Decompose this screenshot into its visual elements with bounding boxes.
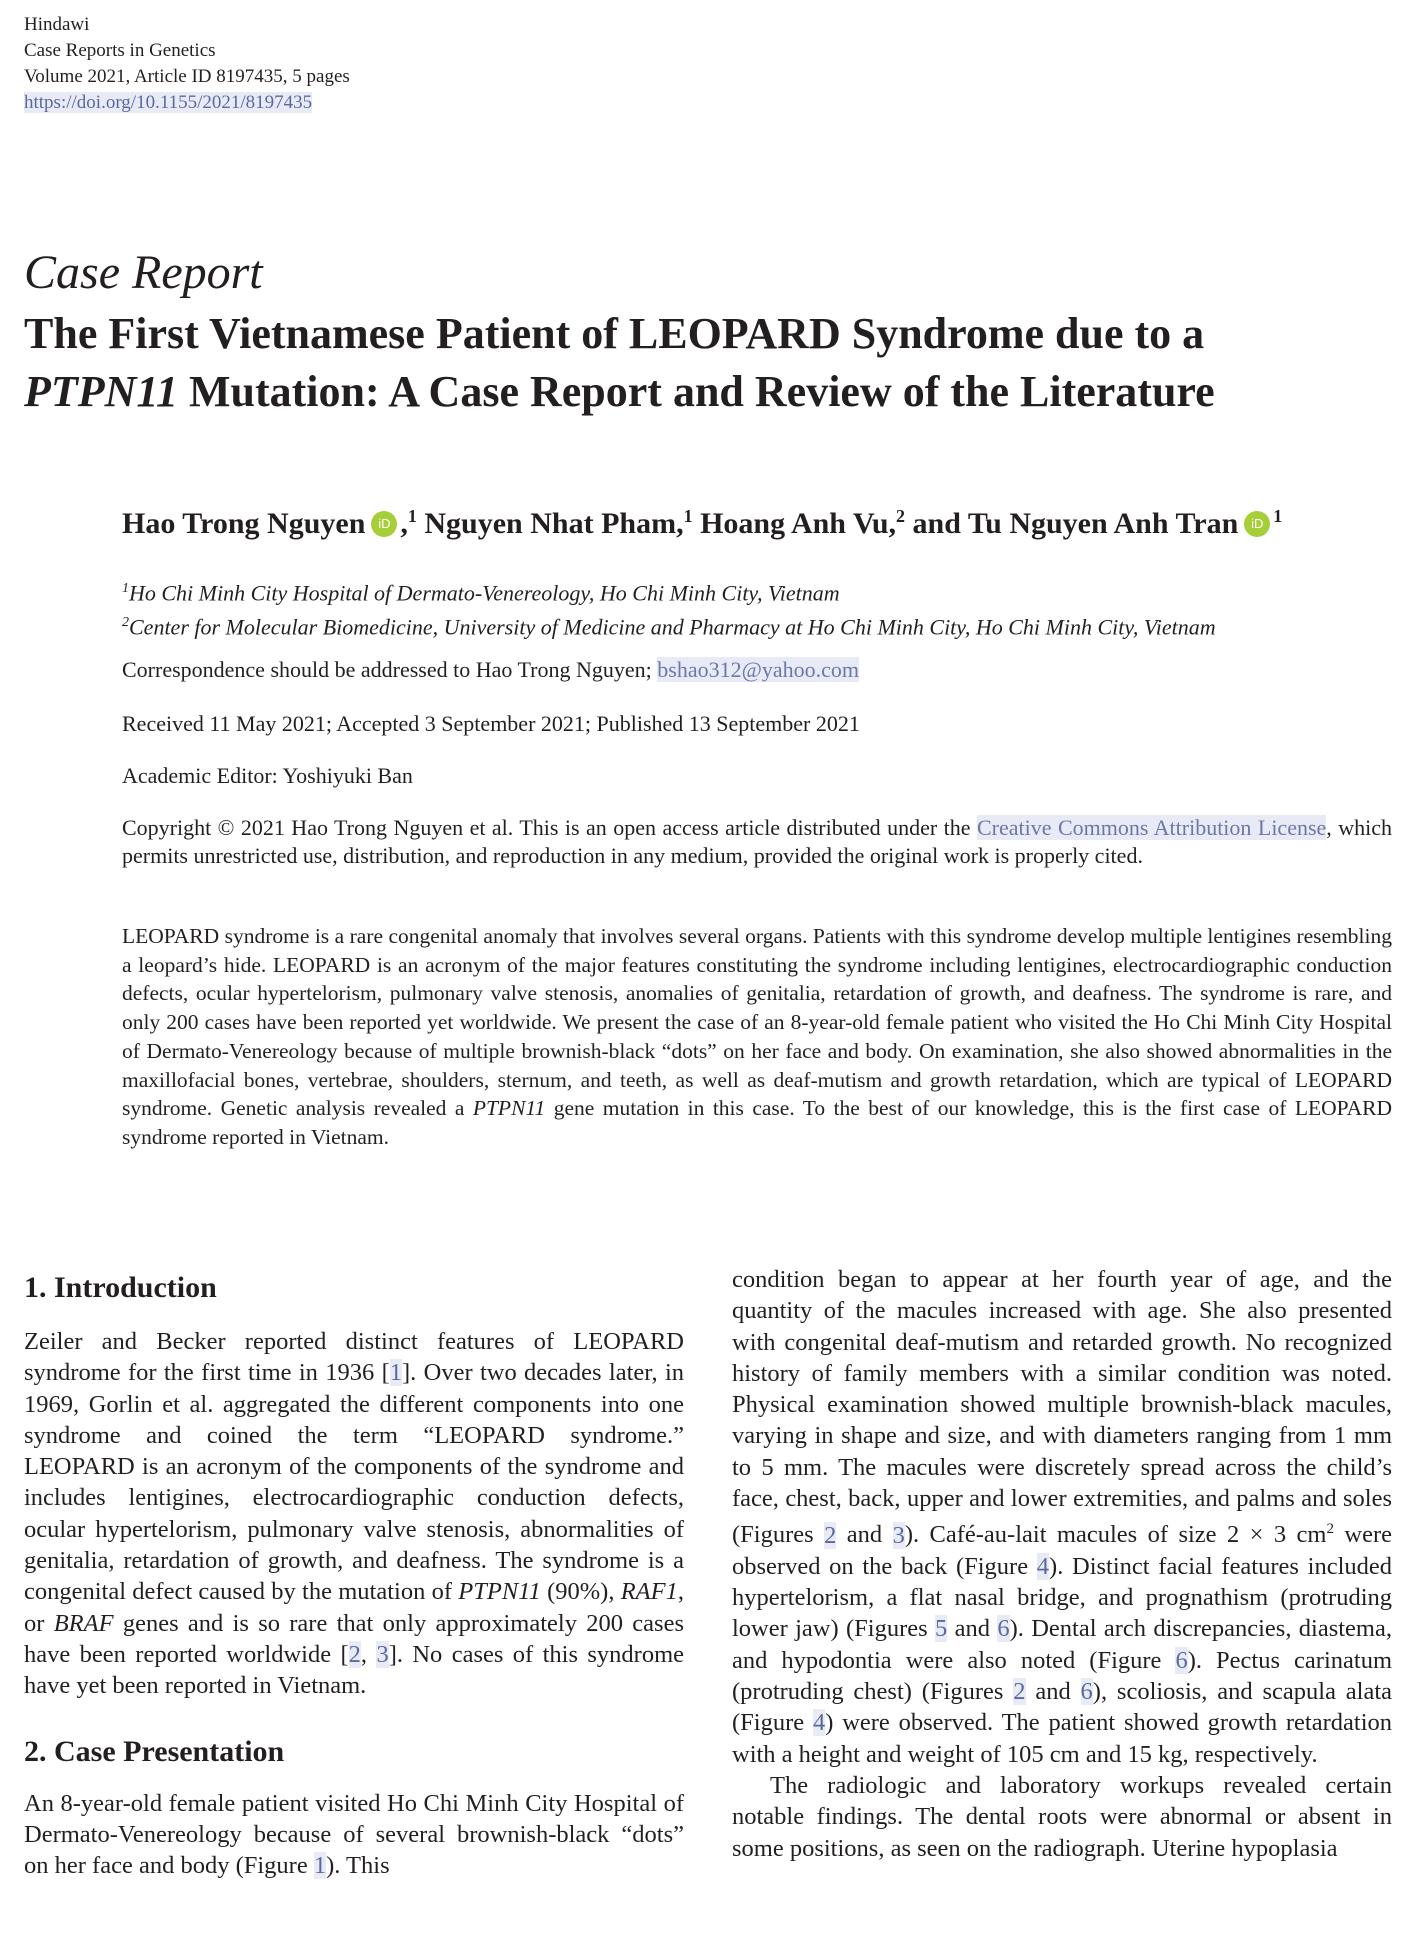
article-title [24,305,1404,421]
orcid-icon[interactable]: iD [371,511,397,537]
title-line-2: Mutation: A Case Report and Review of the Literature [177,367,1215,416]
left-column [24,1270,684,1881]
author-name[interactable]: and Tu Nguyen Anh Tran [912,507,1239,540]
figure-link[interactable]: 2 [1013,1678,1026,1706]
doi-link[interactable]: https://doi.org/10.1155/2021/8197435 [24,92,313,113]
correspondence-text: Correspondence should be addressed to Hao Trong Nguyen; [122,657,658,682]
figure-link[interactable]: 6 [1175,1646,1188,1674]
figure-link[interactable]: 6 [997,1615,1010,1643]
abstract-text: LEOPARD syndrome is a rare congenital anomaly that involves several organs. Patients with this syndrome develop multiple lentigines resembling a leopard’s hide. LEOPARD is an acronym of the major features constituting the syndrome including lentigines, electrocardiographic conduction defects, ocular hypertelorism, pulmonary valve stenosis, anomalies of genitalia, retardation of growth, and deafness. The syndrome is rare, and only 200 cases have been reported yet worldwide. We present the case of an 8-year-old female patient who visited the Ho Chi Minh City Hospital of Dermato-Venereology because of multiple brownish-black “dots” on her face and body. On examination, she also showed abnormalities in the maxillofacial bones, vertebrae, shoulders, sternum, and teeth, as well as deaf-mutism and growth retardation, which are typical of LEOPARD syndrome. Genetic analysis revealed a [122,924,1392,1121]
author-list [122,506,1282,541]
right-column [732,1264,1392,1864]
title-gene: PTPN11 [24,367,178,416]
introduction-paragraph: Zeiler and Becker reported distinct features of LEOPARD syndrome for the first time in 1936 [1]. Over two decades later, in 1969, Gorlin et al. aggregated the different components into one syndrome and coined the term “LEOPARD syndrome.” LEOPARD is an acronym of the components of the syndrome and includes lentigines, electrocardiographic conduction defects, ocular hypertelorism, pulmonary valve stenosis, abnormalities of genitalia, retardation of growth, and deafness. The syndrome is a congenital defect caused by the mutation of PTPN11 (90%), RAF1, or BRAF genes and is so rare that only approximately 200 cases have been reported worldwide [2, 3]. No cases of this syndrome have yet been reported in Vietnam. [24,1328,685,1700]
license-link[interactable]: Creative Commons Attribution License [976,815,1327,840]
citation-link[interactable]: 2 [348,1640,361,1668]
correspondence [122,656,1392,684]
author-name[interactable]: Hoang Anh Vu, [700,507,897,540]
email-link[interactable]: bshao312@yahoo.com [657,657,859,682]
abstract [122,922,1392,1152]
citation-link[interactable]: 3 [376,1640,389,1668]
radiology-paragraph: The radiologic and laboratory workups revealed certain notable findings. The dental roots were abnormal or absent in some positions, as seen on the radiograph. Uterine hypoplasia [732,1771,1392,1862]
journal-header [24,12,350,116]
author-name[interactable]: Hao Trong Nguyen [122,507,366,540]
affiliations [122,574,1216,643]
figure-link[interactable]: 4 [1036,1552,1050,1580]
copyright-text: Copyright © 2021 Hao Trong Nguyen et al. This is an open access article distributed under the [122,815,977,840]
author-affil-sup: 1 [1273,506,1283,526]
orcid-icon[interactable]: iD [1244,511,1270,537]
volume-info: Volume 2021, Article ID 8197435, 5 pages [24,66,350,87]
superscript: 2 [1326,1521,1334,1538]
figure-link[interactable]: 6 [1080,1678,1093,1706]
affiliation-text: Ho Chi Minh City Hospital of Dermato-Venereology, Ho Chi Minh City, Vietnam [129,580,840,606]
author-affil-sup: 1 [683,506,693,526]
affiliation-sup: 1 [122,581,129,596]
affiliation-item [122,608,1216,642]
case-paragraph-continued: condition began to appear at her fourth year of age, and the quantity of the macules increased with age. She also presented with congenital deaf-mutism and retarded growth. No recognized history of family members with a similar condition was noted. Physical examination showed multiple brownish-black macules, varying in shape and size, and with diameters ranging from 1 mm to 5 mm. The macules were discretely spread across the child’s face, chest, back, upper and lower extremities, and palms and soles (Figures 2 and 3). Café-au-lait macules of size 2 × 3 $cm^2$ were observed on the back (Figure 4). Distinct facial features included hypertelorism, a flat nasal bridge, and prognathism (protruding lower jaw) (Figures 5 and 6). Dental arch discrepancies, diastema, and hypodontia were also noted (Figure 6). Pectus carinatum (protruding chest) (Figures 2 and 6), scoliosis, and scapula alata (Figure 4) were observed. The patient showed growth retardation with a height and weight of 105 cm and 15 kg, respectively. [732,1266,1393,1768]
article-type: Case Report [24,246,263,299]
author-affil-sup: 1 [407,506,417,526]
case-paragraph: An 8-year-old female patient visited Ho Chi Minh City Hospital of Dermato-Venereology because of several brownish-black “dots” on her face and body (Figure 1). This [24,1789,684,1880]
section-heading-introduction: 1. Introduction [24,1271,217,1304]
gene-name: BRAF [53,1609,114,1637]
section-heading-case-presentation: 2. Case Presentation [24,1734,285,1768]
abstract-text-end: gene mutation in this case. To the best of our knowledge, this is the first case of LEOPARD syndrome reported in Vietnam. [122,1096,1392,1149]
copyright-text-end: , which permits unrestricted use, distribution, and reproduction in any medium, provided the original work is properly cited. [122,815,1393,868]
figure-link[interactable]: 1 [313,1852,327,1880]
academic-editor: Academic Editor: Yoshiyuki Ban [122,763,413,788]
journal-name: Case Reports in Genetics [24,40,216,61]
abstract-gene: PTPN11 [472,1096,546,1121]
publisher-name: Hindawi [24,14,90,35]
figure-link[interactable]: 4 [812,1709,826,1737]
article-dates: Received 11 May 2021; Accepted 3 September 2021; Published 13 September 2021 [122,711,860,736]
figure-link[interactable]: 3 [892,1521,905,1549]
figure-link[interactable]: 2 [824,1521,837,1549]
title-line-1: The First Vietnamese Patient of LEOPARD Syndrome due to a [24,309,1205,358]
gene-name: RAF1 [620,1578,678,1606]
affiliation-sup: 2 [122,615,129,631]
affiliation-text: Center for Molecular Biomedicine, University of Medicine and Pharmacy at Ho Chi Minh City, Ho Chi Minh City, Vietnam [129,614,1216,640]
author-name[interactable]: Nguyen Nhat Pham, [424,507,684,540]
citation-link[interactable]: 1 [389,1359,403,1387]
copyright-notice [122,814,1392,870]
affiliation-item [122,574,1216,608]
gene-name: PTPN11 [458,1578,541,1606]
figure-link[interactable]: 5 [935,1615,948,1643]
author-separator: , [400,507,408,540]
author-affil-sup: 2 [896,506,906,526]
